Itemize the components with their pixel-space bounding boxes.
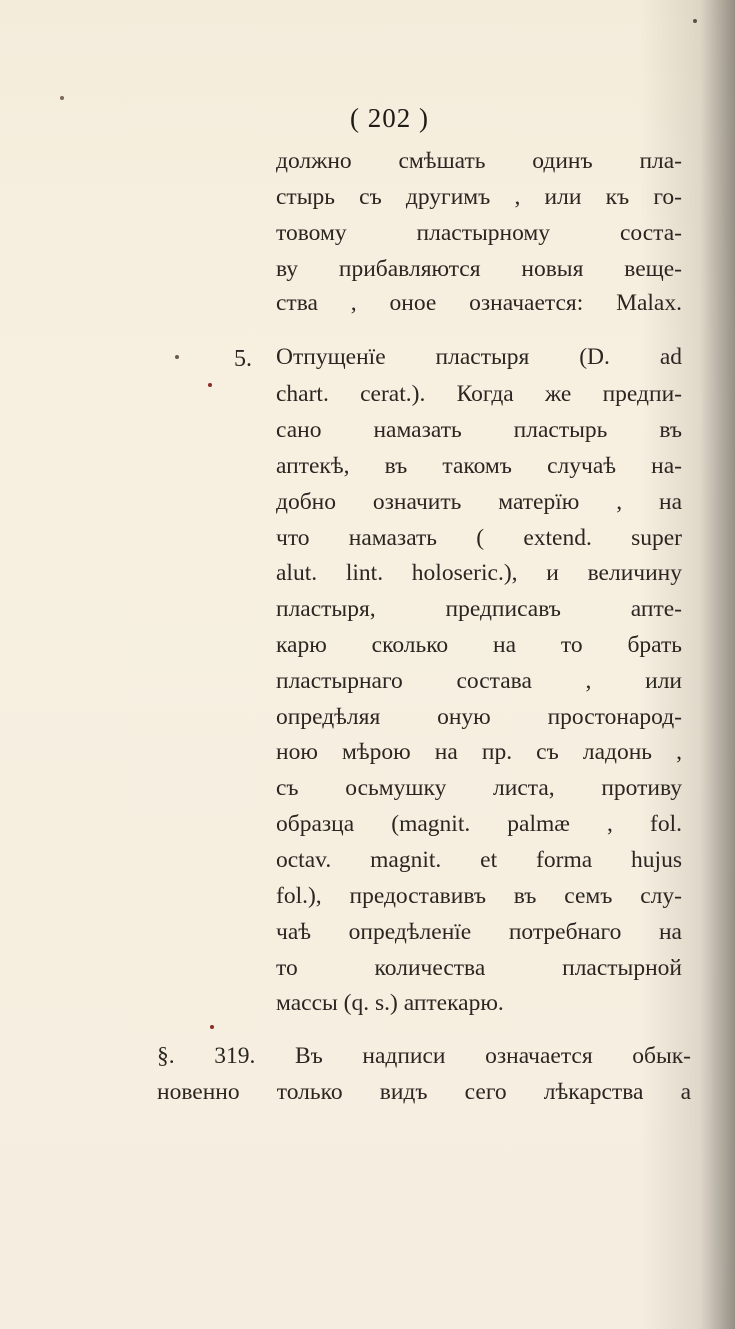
text-line: стырь съ другимъ , или къ го- xyxy=(276,184,682,210)
speck-mark xyxy=(175,355,179,359)
text-line: образца (magnit. palmæ , fol. xyxy=(276,811,682,837)
text-line: товому пластырному соста- xyxy=(276,220,682,246)
text-line: Отпущенїе пластыря (D. ad xyxy=(276,344,682,370)
text-line: опредѣляя оную простонарод- xyxy=(276,704,682,730)
text-line: сано намазать пластырь въ xyxy=(276,417,682,443)
text-line: chart. cerat.). Когда же предпи- xyxy=(276,381,682,407)
text-line: аптекѣ, въ такомъ случаѣ на- xyxy=(276,453,682,479)
speck-mark xyxy=(208,383,212,387)
text-line: пластыря, предписавъ апте- xyxy=(276,596,682,622)
text-line: alut. lint. holoseric.), и величину xyxy=(276,560,682,586)
speck-mark xyxy=(693,19,697,23)
speck-mark xyxy=(210,1025,214,1029)
text-line: то количества пластырной xyxy=(276,955,682,981)
text-line: съ осьмушку листа, противу xyxy=(276,775,682,801)
text-line: чаѣ опредѣленїе потребнаго на xyxy=(276,919,682,945)
text-line: ву прибавляются новыя веще- xyxy=(276,256,682,282)
text-line: карю сколько на то брать xyxy=(276,632,682,658)
text-line: §. 319. Въ надписи означается обык- xyxy=(157,1043,691,1069)
text-line: новенно только видъ сего лѣкарства а xyxy=(157,1079,691,1105)
text-line: ства , оное означается: Malax. xyxy=(276,290,682,316)
text-line: добно означить матерїю , на xyxy=(276,489,682,515)
text-line: что намазать ( extend. super xyxy=(276,525,682,551)
text-line: пластырнаго состава , или xyxy=(276,668,682,694)
text-line: ною мѣрою на пр. съ ладонь , xyxy=(276,739,682,765)
page-number: ( 202 ) xyxy=(350,103,429,133)
text-line: fol.), предоставивъ въ семъ слу- xyxy=(276,883,682,909)
text-line: должно смѣшать одинъ пла- xyxy=(276,148,682,174)
text-line: octav. magnit. et forma hujus xyxy=(276,847,682,873)
list-item-number: 5. xyxy=(234,346,252,372)
text-line: массы (q. s.) аптекарю. xyxy=(276,990,504,1016)
speck-mark xyxy=(60,96,64,100)
